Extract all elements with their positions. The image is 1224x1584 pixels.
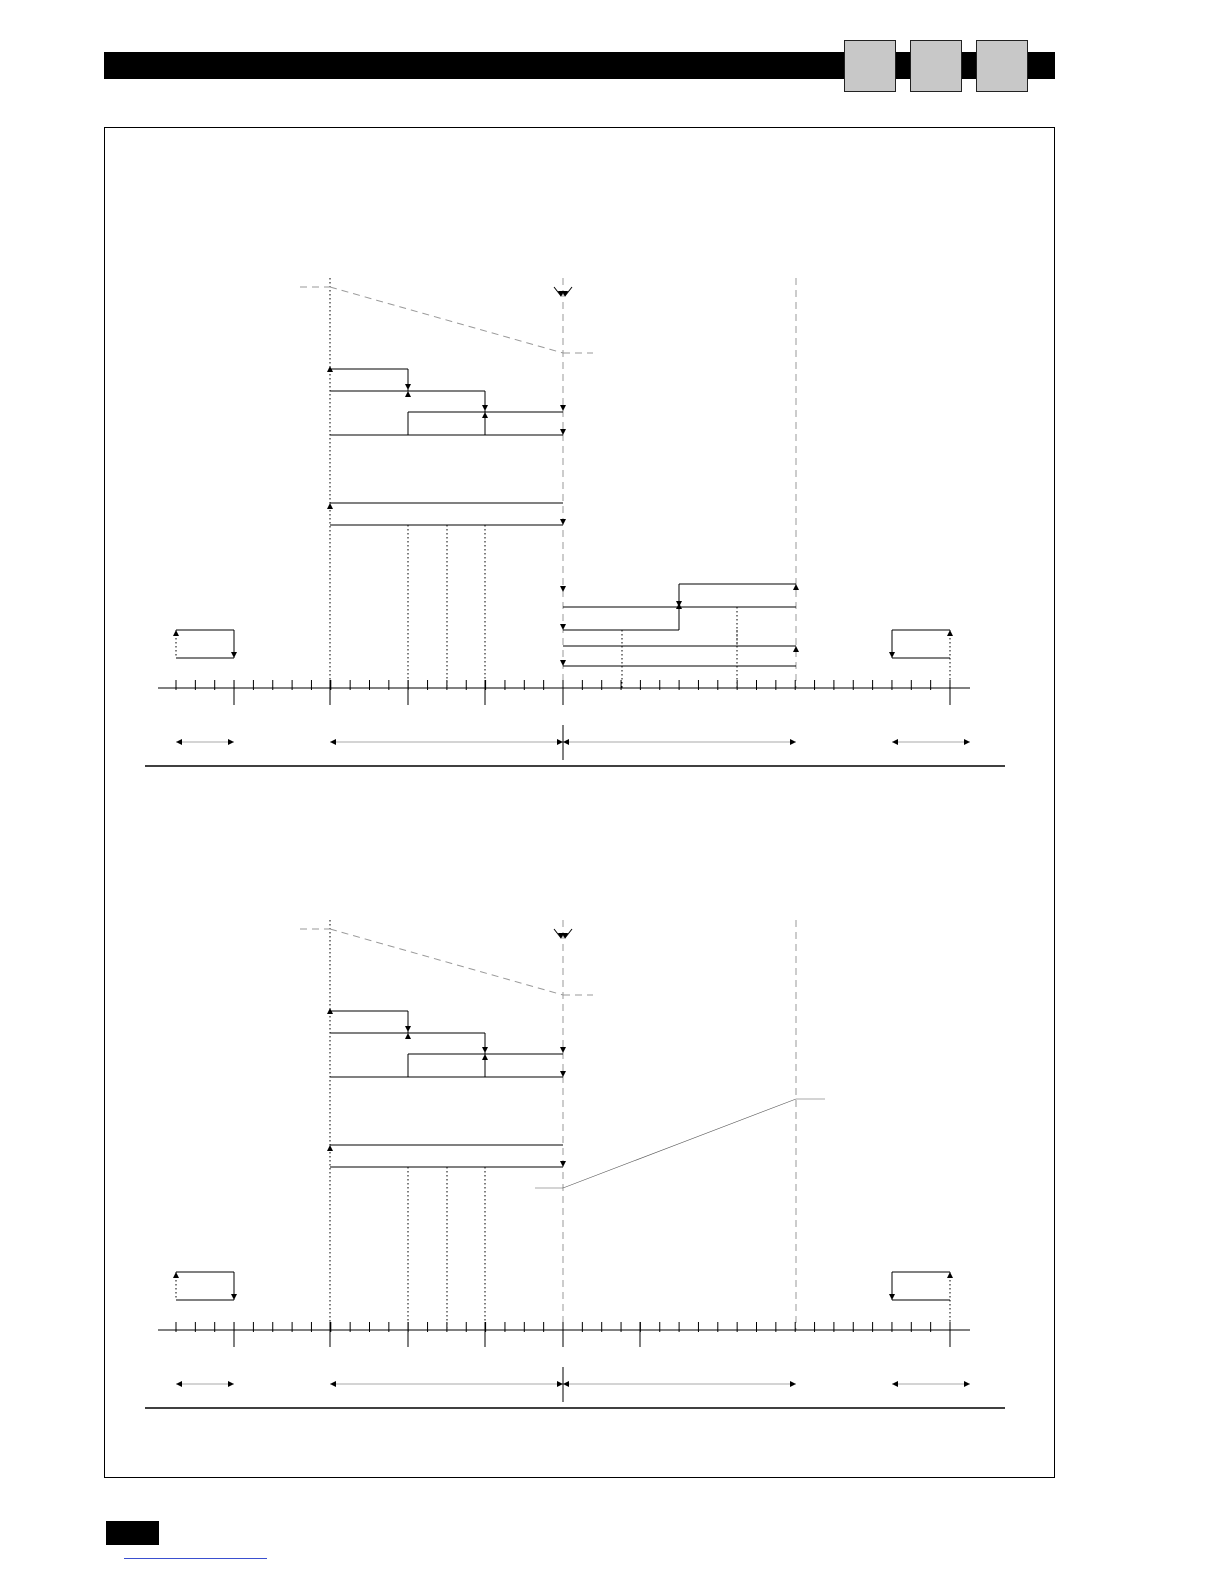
ramp-rising-curve — [563, 1099, 796, 1188]
interval-2-left-arrow — [330, 1381, 336, 1387]
diagram-1 — [145, 278, 1005, 766]
interval-4-left-arrow — [892, 1381, 898, 1387]
interval-4-right-arrow — [964, 739, 970, 745]
step-2-fall-arrow — [482, 1047, 488, 1053]
long-pulse-rise-arrow — [327, 1145, 333, 1151]
declining-curve — [330, 929, 563, 995]
long-pulse-fall-arrow — [560, 1161, 566, 1167]
interval-1-left-arrow — [176, 739, 182, 745]
left-pulse-fall-arrow — [231, 1294, 237, 1300]
step-2-fall-arrow — [482, 405, 488, 411]
right-fall-arrow-3 — [560, 660, 566, 666]
right-rise-arrow-3 — [793, 646, 799, 652]
interval-4-left-arrow — [892, 739, 898, 745]
interval-3-right-arrow — [790, 739, 796, 745]
interval-2-right-arrow — [557, 739, 563, 745]
step-3-rise-arrow — [482, 412, 488, 418]
interval-1-right-arrow — [228, 739, 234, 745]
right-pulse-fall-arrow — [889, 652, 895, 658]
long-pulse-rise-arrow — [327, 503, 333, 509]
step-base-fall-arrow — [560, 1071, 566, 1077]
right-fall-arrow-1 — [560, 586, 566, 592]
long-pulse-fall-arrow — [560, 519, 566, 525]
right-fall-arrow-2 — [560, 624, 566, 630]
step-2-rise-arrow — [405, 391, 411, 397]
step-3-fall-arrow — [560, 1047, 566, 1053]
interval-1-left-arrow — [176, 1381, 182, 1387]
interval-1-right-arrow — [228, 1381, 234, 1387]
right-pulse-fall-arrow — [889, 1294, 895, 1300]
step-2-rise-arrow — [405, 1033, 411, 1039]
page-number-block — [106, 1521, 159, 1545]
step-1-fall-arrow — [405, 384, 411, 390]
interval-3-right-arrow — [790, 1381, 796, 1387]
right-pulse-rise-arrow — [947, 630, 953, 636]
interval-3-left-arrow — [563, 1381, 569, 1387]
step-base-fall-arrow — [560, 429, 566, 435]
declining-curve — [330, 287, 563, 353]
interval-4-right-arrow — [964, 1381, 970, 1387]
left-pulse-fall-arrow — [231, 652, 237, 658]
right-fall-arrow-4 — [676, 601, 682, 607]
diagram-2 — [145, 920, 1005, 1408]
step-3-rise-arrow — [482, 1054, 488, 1060]
interval-2-right-arrow — [557, 1381, 563, 1387]
interval-2-left-arrow — [330, 739, 336, 745]
interval-3-left-arrow — [563, 739, 569, 745]
left-pulse-rise-arrow — [173, 630, 179, 636]
left-pulse-rise-arrow — [173, 1272, 179, 1278]
right-pulse-rise-arrow — [947, 1272, 953, 1278]
step-1-fall-arrow — [405, 1026, 411, 1032]
step-3-fall-arrow — [560, 405, 566, 411]
footer-link[interactable] — [124, 1558, 267, 1559]
right-rise-arrow-2 — [793, 584, 799, 590]
